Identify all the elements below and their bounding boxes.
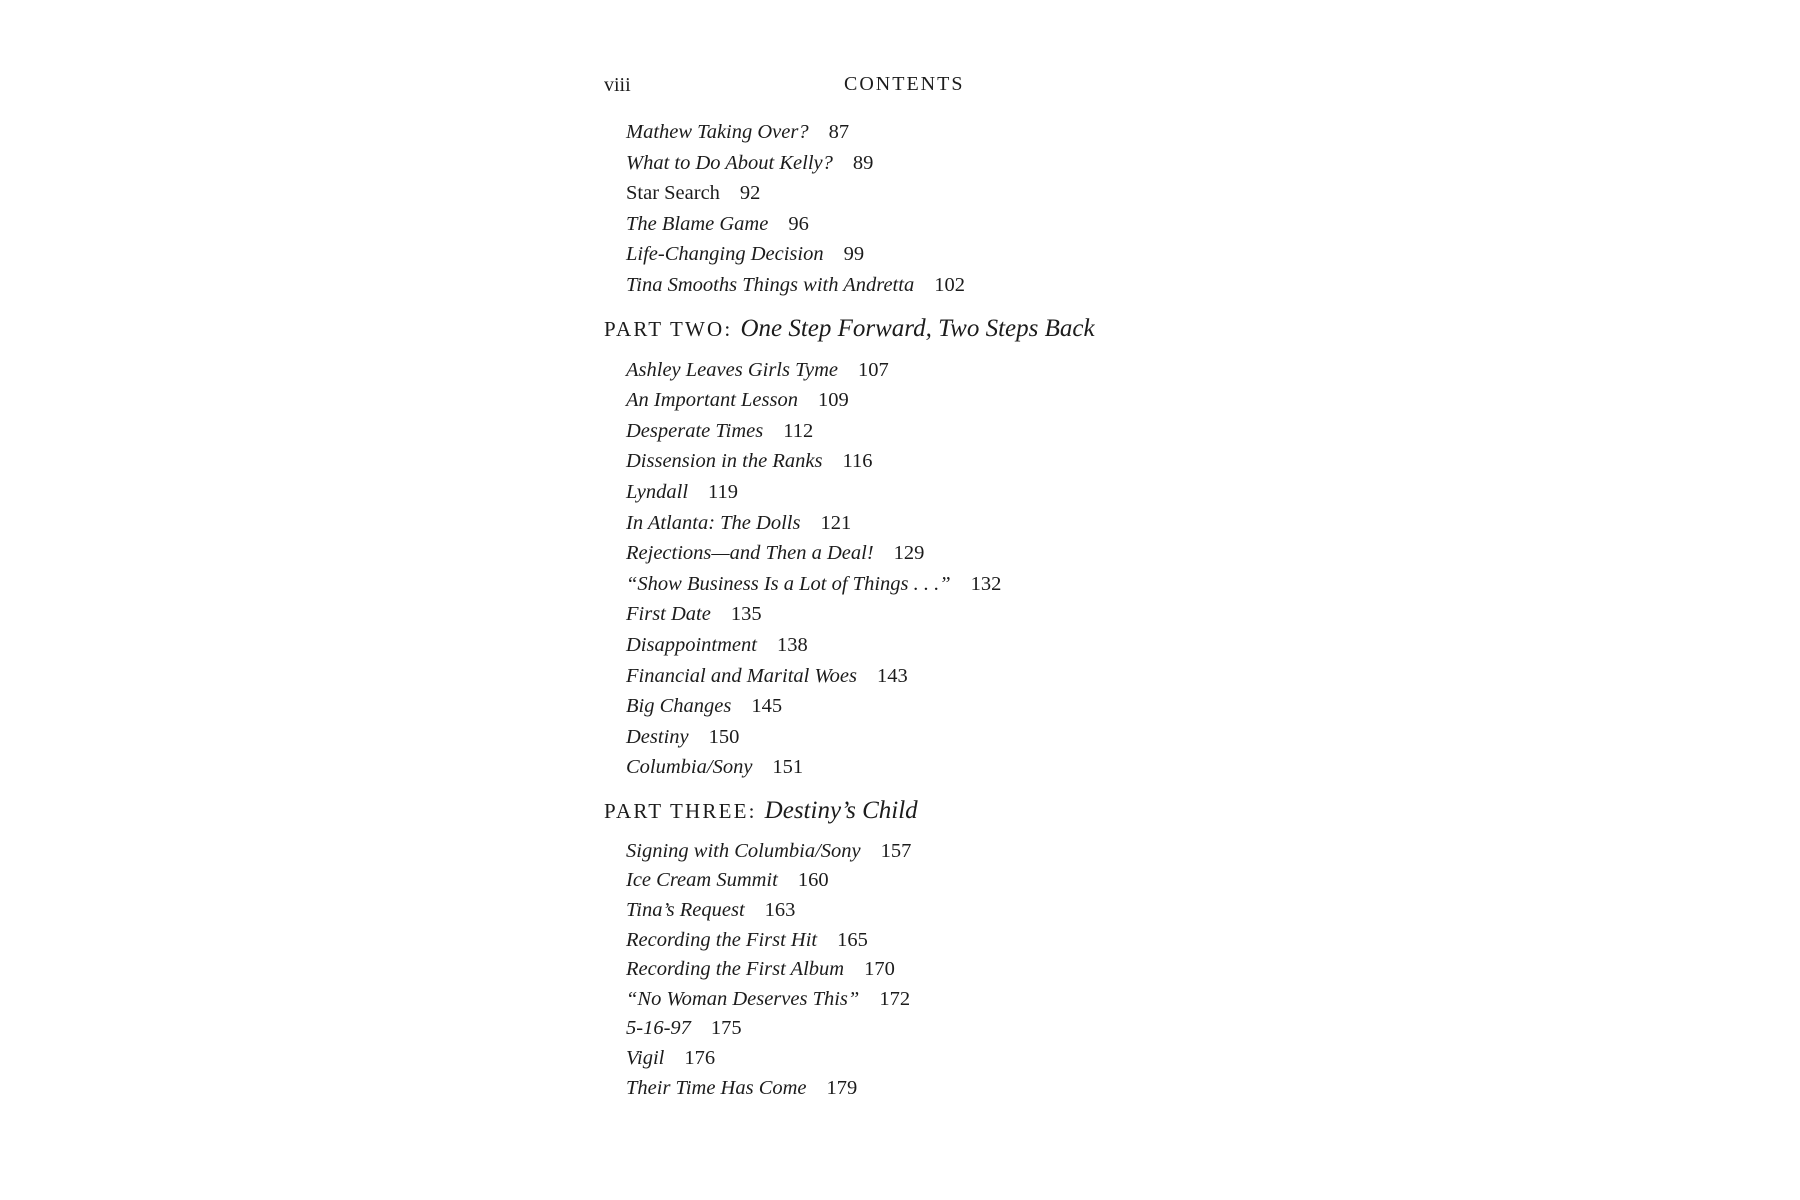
toc-entry-page: 165	[837, 928, 868, 951]
toc-entry-page: 175	[710, 1017, 742, 1040]
toc-entry-title: Ashley Leaves Girls Tyme	[626, 358, 838, 381]
toc-entry-page: 163	[764, 899, 796, 922]
toc-entry-title: Desperate Times	[626, 419, 764, 442]
toc-entry	[626, 752, 1164, 783]
toc-entry-title: Lyndall	[626, 480, 689, 503]
toc-entry-title: Big Changes	[626, 695, 732, 718]
toc-entry-page: 132	[970, 572, 1002, 595]
toc-entry	[626, 270, 1164, 301]
toc-entry-title: Vigil	[626, 1047, 665, 1070]
toc-entry	[626, 1014, 1164, 1044]
toc-entry	[626, 569, 1164, 600]
toc-entry	[626, 209, 1164, 240]
toc-entry-page: 157	[880, 839, 912, 862]
toc-entry-title: Recording the First Hit	[626, 928, 818, 951]
toc-entry-title: Tina Smooths Things with Andretta	[626, 273, 915, 296]
toc-entry-page: 151	[772, 756, 804, 779]
toc-section-part-two	[604, 355, 1164, 783]
part-two-heading	[604, 315, 1164, 351]
running-head	[604, 70, 1164, 100]
toc-entry	[626, 178, 1164, 209]
toc-entry-page: 119	[708, 480, 739, 503]
toc-entry-page: 96	[788, 212, 809, 235]
toc-entry	[626, 722, 1164, 753]
toc-entry-page: 102	[934, 273, 965, 296]
toc-entry-page: 116	[842, 450, 873, 473]
toc-entry-page: 121	[820, 511, 852, 534]
toc-entry-page: 170	[864, 958, 895, 981]
toc-entry	[626, 599, 1164, 630]
toc-entry	[626, 117, 1164, 148]
toc-entry-title: Dissension in the Ranks	[626, 450, 823, 473]
toc-section-part-three	[604, 837, 1164, 1103]
contents-page	[604, 70, 1164, 1103]
part-three-heading	[604, 797, 1164, 833]
toc-entry-title: “No Woman Deserves This”	[626, 987, 860, 1010]
toc-entry	[626, 985, 1164, 1015]
toc-entry	[626, 239, 1164, 270]
toc-entry	[626, 508, 1164, 539]
toc-entry	[626, 355, 1164, 386]
toc-entry	[626, 538, 1164, 569]
toc-entry	[626, 630, 1164, 661]
toc-entry	[626, 385, 1164, 416]
toc-entry-page: 112	[783, 419, 814, 442]
toc-entry-page: 92	[739, 182, 761, 205]
toc-entry	[626, 416, 1164, 447]
page-title: CONTENTS	[844, 73, 965, 95]
toc-entry-title: Tina’s Request	[626, 899, 745, 922]
toc-entry-title: What to Do About Kelly?	[626, 151, 833, 174]
toc-entry	[626, 691, 1164, 722]
toc-entry	[626, 148, 1164, 179]
toc-section-continued	[604, 117, 1164, 301]
page-folio: viii	[604, 74, 631, 96]
toc-entry-title: Financial and Marital Woes	[626, 664, 857, 687]
toc-entry	[626, 477, 1164, 508]
toc-entry	[626, 896, 1164, 926]
toc-entry-page: 99	[843, 243, 865, 266]
toc-entry-page: 176	[684, 1047, 716, 1070]
toc-entry	[626, 955, 1164, 985]
toc-entry	[626, 661, 1164, 692]
toc-entry	[626, 1074, 1164, 1104]
toc-entry-page: 143	[877, 664, 908, 687]
toc-entry-title: Recording the First Album	[626, 958, 845, 981]
toc-entry-page: 87	[828, 121, 850, 143]
toc-entry-page: 135	[730, 603, 762, 626]
toc-entry-title: Rejections—and Then a Deal!	[626, 542, 874, 565]
toc-entry-title: First Date	[626, 603, 711, 626]
toc-entry-title: Destiny	[626, 725, 689, 748]
toc-entry-title: Mathew Taking Over?	[626, 121, 809, 143]
toc-entry-title: 5-16-97	[626, 1017, 691, 1040]
toc-entry-title: Signing with Columbia/Sony	[626, 839, 861, 862]
toc-entry-page: 109	[817, 389, 849, 412]
toc-entry	[626, 446, 1164, 477]
toc-entry-title: Ice Cream Summit	[626, 869, 778, 892]
toc-entry	[626, 926, 1164, 956]
part-label: PART TWO:	[604, 316, 733, 341]
toc-entry-page: 145	[751, 695, 783, 718]
toc-entry-title: An Important Lesson	[626, 389, 798, 412]
toc-entry-title: “Show Business Is a Lot of Things . . .”	[626, 572, 951, 595]
toc-entry-page: 179	[826, 1076, 858, 1099]
toc-entry-page: 150	[708, 725, 740, 748]
toc-entry-page: 107	[857, 358, 889, 381]
toc-entry-title: Star Search	[626, 182, 720, 205]
part-title: One Step Forward, Two Steps Back	[740, 314, 1095, 342]
toc-entry-title: The Blame Game	[626, 212, 769, 235]
toc-entry-title: Disappointment	[626, 633, 757, 656]
toc-entry	[626, 1044, 1164, 1074]
toc-entry-title: Life-Changing Decision	[626, 243, 824, 266]
toc-entry-page: 160	[797, 869, 829, 892]
toc-entry	[626, 866, 1164, 896]
toc-entry-title: Columbia/Sony	[626, 756, 753, 779]
toc-entry-title: In Atlanta: The Dolls	[626, 511, 801, 534]
toc-entry	[626, 837, 1164, 867]
toc-entry-page: 129	[893, 542, 925, 565]
toc-entry-title: Their Time Has Come	[626, 1076, 807, 1099]
part-title: Destiny’s Child	[764, 796, 918, 824]
toc-entry-page: 172	[879, 987, 911, 1010]
part-label: PART THREE:	[604, 798, 757, 823]
toc-entry-page: 89	[852, 151, 874, 174]
toc-entry-page: 138	[776, 633, 808, 656]
